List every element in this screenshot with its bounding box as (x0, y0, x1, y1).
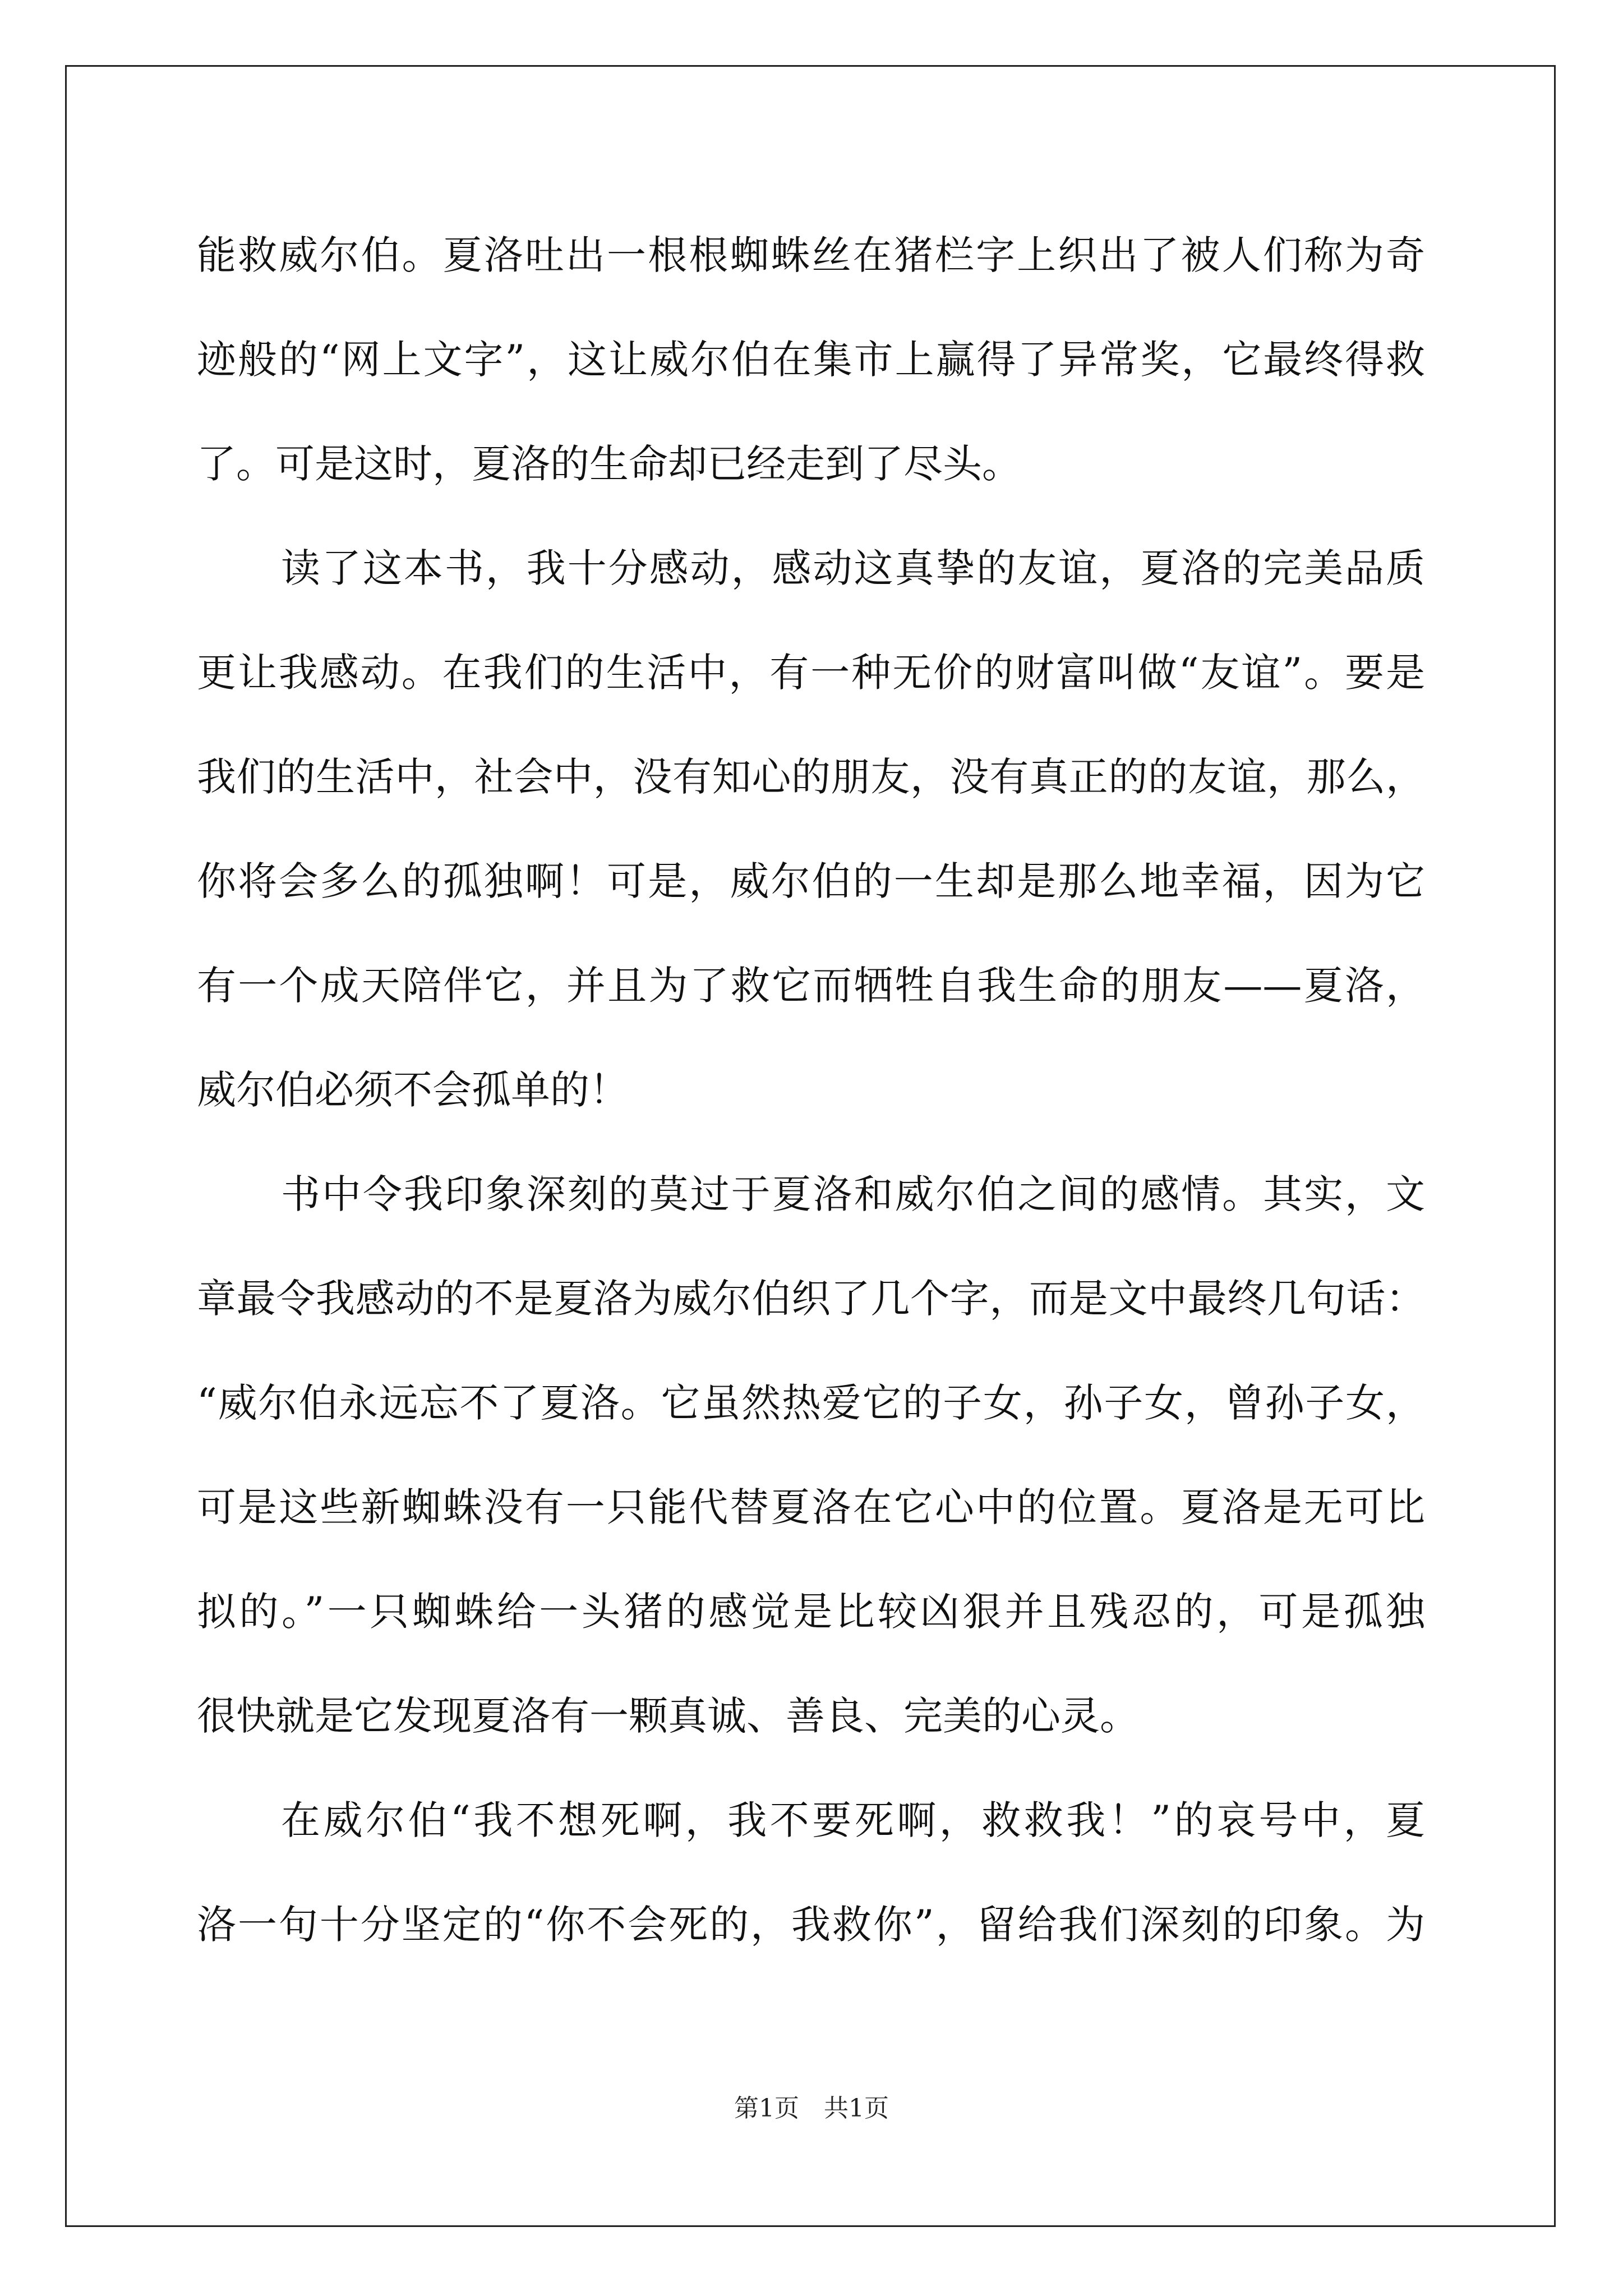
page-number-footer: 第1页 共1页 (734, 2094, 889, 2123)
text-line: 我们的生活中，社会中，没有知心的朋友，没有真正的的友谊，那么， (197, 754, 1425, 800)
text-line: 迹般的“网上文字”，这让威尔伯在集市上赢得了异常奖，它最终得救 (197, 337, 1425, 383)
text-line: 有一个成天陪伴它，并且为了救它而牺牲自我生命的朋友——夏洛， (197, 963, 1425, 1009)
text-line: 可是这些新蜘蛛没有一只能代替夏洛在它心中的位置。夏洛是无可比 (197, 1484, 1425, 1530)
text-line: 你将会多么的孤独啊！可是，威尔伯的一生却是那么地幸福，因为它 (197, 858, 1425, 904)
paragraph-first-line: 书中令我印象深刻的莫过于夏洛和威尔伯之间的感情。其实，文 (281, 1171, 1425, 1217)
paragraph-first-line: 读了这本书，我十分感动，感动这真挚的友谊，夏洛的完美品质 (281, 545, 1425, 591)
text-line: 洛一句十分坚定的“你不会死的，我救你”，留给我们深刻的印象。为 (197, 1902, 1425, 1948)
text-line: 能救威尔伯。夏洛吐出一根根蜘蛛丝在猪栏字上织出了被人们称为奇 (197, 232, 1425, 278)
paragraph-first-line: 在威尔伯“我不想死啊，我不要死啊，救救我！”的哀号中，夏 (281, 1797, 1425, 1843)
text-line: 很快就是它发现夏洛有一颗真诚、善良、完美的心灵。 (197, 1693, 1139, 1739)
text-line: 威尔伯必须不会孤单的！ (197, 1067, 629, 1113)
text-line: 更让我感动。在我们的生活中，有一种无价的财富叫做“友谊”。要是 (197, 650, 1425, 696)
text-line: 章最令我感动的不是夏洛为威尔伯织了几个字，而是文中最终几句话： (197, 1276, 1425, 1322)
document-body (197, 213, 1425, 1987)
text-line: 了。可是这时，夏洛的生命却已经走到了尽头。 (197, 441, 1021, 487)
text-line: “威尔伯永远忘不了夏洛。它虽然热爱它的子女，孙子女，曾孙子女， (197, 1380, 1425, 1426)
text-line: 拟的。”一只蜘蛛给一头猪的感觉是比较凶狠并且残忍的，可是孤独 (197, 1589, 1425, 1635)
